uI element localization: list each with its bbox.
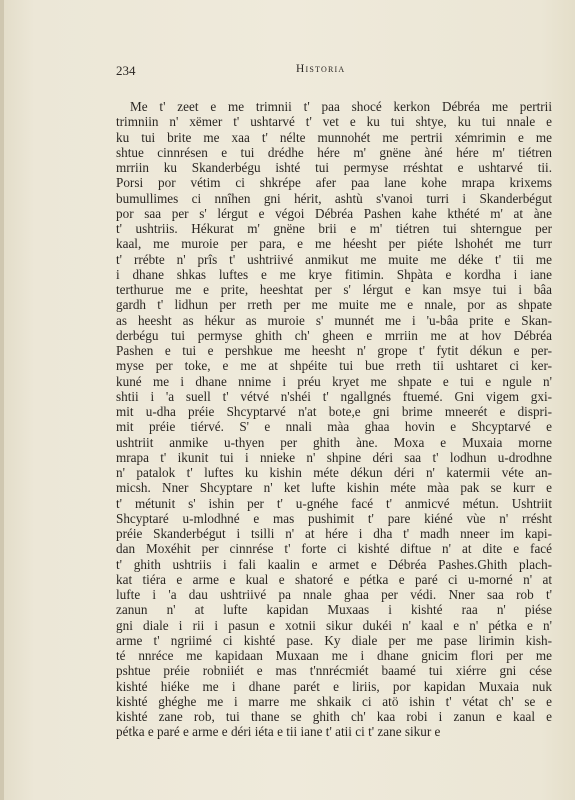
text-line: bumullimes ci nnîhen gni hérit, ashtù s'vanoi turri i Skanderbégut bbox=[116, 190, 552, 206]
text-line: kat tiéra e arme e kual e shatoré e pétka e paré ci u-morné n' at bbox=[116, 571, 552, 587]
text-line: Pashen e tui e pershkue me heesht n' grope t' fytit dékun e per- bbox=[116, 343, 552, 358]
text-line: lufte i 'a dau ushtriivé pa nnale ghaa per védi. Nner saa rob t' bbox=[116, 587, 552, 602]
text-line: zanun n' at lufte kapidan Muxaas i kishté raa n' piése bbox=[116, 602, 552, 618]
text-line: pshtue préie robniiét e mas t'nnrécmiét baamé tui xiérre gni cése bbox=[116, 663, 552, 679]
text-line: i dhane shkas luftes e me krye fitimin. Shpàta e kordha i iane bbox=[116, 266, 552, 282]
text-line: kishté zane rob, tui thane se ghith ch' kaa robi i zanun e kaal e bbox=[116, 709, 552, 724]
text-line: gni diale i rii i pasun e xotnii sikur dukéi n' kaal e n' pétka e n' bbox=[116, 617, 552, 633]
text-line: ushtriit anmike u-thyen per ghith àne. Moxa e Muxaia morne bbox=[116, 434, 552, 450]
text-line: por saa per s' lérgut e végoi Débréa Pashen kahe kthété m' at àne bbox=[116, 205, 552, 221]
page-header bbox=[116, 63, 552, 79]
text-line: shtue cinnrésen e tui drédhe hére m' gnëne àné hére m' tiétren bbox=[116, 144, 552, 160]
text-line: kaal, me muroie per para, e me héesht per piéte lshohét me turr bbox=[116, 236, 552, 252]
page-number: 234 bbox=[116, 63, 136, 78]
text-line: trimniin n' xëmer t' ushtarvé t' vet e ku tui shtye, ku tui nnale e bbox=[116, 114, 552, 130]
text-line: kishté ghéghe me i marre me shkaik ci atö ishin t' vétat ch' se e bbox=[116, 693, 552, 709]
text-line: t' ushtriis. Hékurat m' gnëne brii e m' tiétren tui shterngue per bbox=[116, 221, 552, 236]
text-line: terthurue me e prite, heeshtat per s' lérgut e kan msye tui i bâa bbox=[116, 282, 552, 297]
text-line: pétka e paré e arme e déri iéta e tii iane t' atii ci t' zane sikur e bbox=[116, 724, 441, 740]
text-line: dan Moxéhit per cinnrése t' forte ci kishté diftue n' at dite e facé bbox=[116, 541, 552, 557]
text-line: as heesht as hékur as muroie s' munnét me i 'u-bâa prite e Skan- bbox=[116, 312, 552, 328]
page-gutter-edge bbox=[0, 0, 4, 800]
text-line: micsh. Nner Shcyptare n' ket lufte kishin méte màa pak se kurr e bbox=[116, 480, 552, 496]
text-line: derbégu tui permyse ghith ch' gheen e mrriin me at hov Débréa bbox=[116, 327, 552, 343]
text-line: myse per toke, e me at shpéite tui bue rreth tii ushtaret ci ker- bbox=[116, 358, 552, 374]
text-line: préie Skanderbégut i tsilli n' at hére i dha t' madh nneer im kapi- bbox=[116, 526, 552, 541]
text-line: mrriin ku Skanderbégu ishté tui permyse rréshtat e ushtarvé tii. bbox=[116, 160, 552, 175]
text-line: kishté hiéke me i dhane parét e liriis, por kapidan Muxaia nuk bbox=[116, 678, 552, 694]
text-line: kuné me i dhane nnime i préu kryet me shpate e tui e ngule n' bbox=[116, 373, 552, 389]
text-line: gardh t' lidhun per rreth per me muite me e nnale, por as shpate bbox=[116, 297, 552, 313]
text-line: Porsi por vétim ci shkrépe afer paa lane kohe mrapa krixems bbox=[116, 175, 552, 191]
text-line: mit préie tiérvé. S' e nnali màa ghaa hovin e Shcyptarvé e bbox=[116, 419, 552, 435]
text-line: Shcyptaré u-mlodhné e mas pushimit t' pare kiéné vùe n' rrésht bbox=[116, 510, 552, 526]
text-line: shtii i 'a suell t' vétvé n'shéi t' ngallgnés ftuemé. Gni vigem gxi- bbox=[116, 388, 552, 404]
text-line: t' rrébte n' prîs t' ushtriivé anmikut me muite me déke t' tii me bbox=[116, 251, 552, 267]
text-line: t' ghith ushtriis i fali kaalin e armet e Débréa Pashes.Ghith plach- bbox=[116, 556, 552, 572]
text-line: té nnréce me kapidaan Muxaan me i dhane gnicim flori per me bbox=[116, 648, 552, 663]
text-line: Me t' zeet e me trimnii t' paa shocé kerkon Débréa me pertrii bbox=[130, 99, 552, 114]
text-line: n' patalok t' luftes ku kishin méte dékun déri n' katermii véte an- bbox=[116, 465, 552, 480]
body-text bbox=[116, 99, 552, 740]
running-title: Historia bbox=[296, 63, 346, 75]
text-line: ku tui brite me xaa t' nélte munnohét me pertrii xémrimin e me bbox=[116, 129, 552, 145]
text-line: t' métunit s' ishin per t' u-gnéhe facé t' anmicvé métun. Ushtriit bbox=[116, 495, 552, 511]
text-line: mrapa t' ikunit tui i nnieke n' shpine déri saa t' lodhun u-drodhne bbox=[116, 449, 552, 465]
text-line: arme t' ngriimé ci kishté pase. Ky diale per me pase lirimin kish- bbox=[116, 632, 552, 648]
text-line: mit u-dha préie Shcyptarvé n'at bote,e gni brime mneerét e dispri- bbox=[116, 404, 552, 419]
